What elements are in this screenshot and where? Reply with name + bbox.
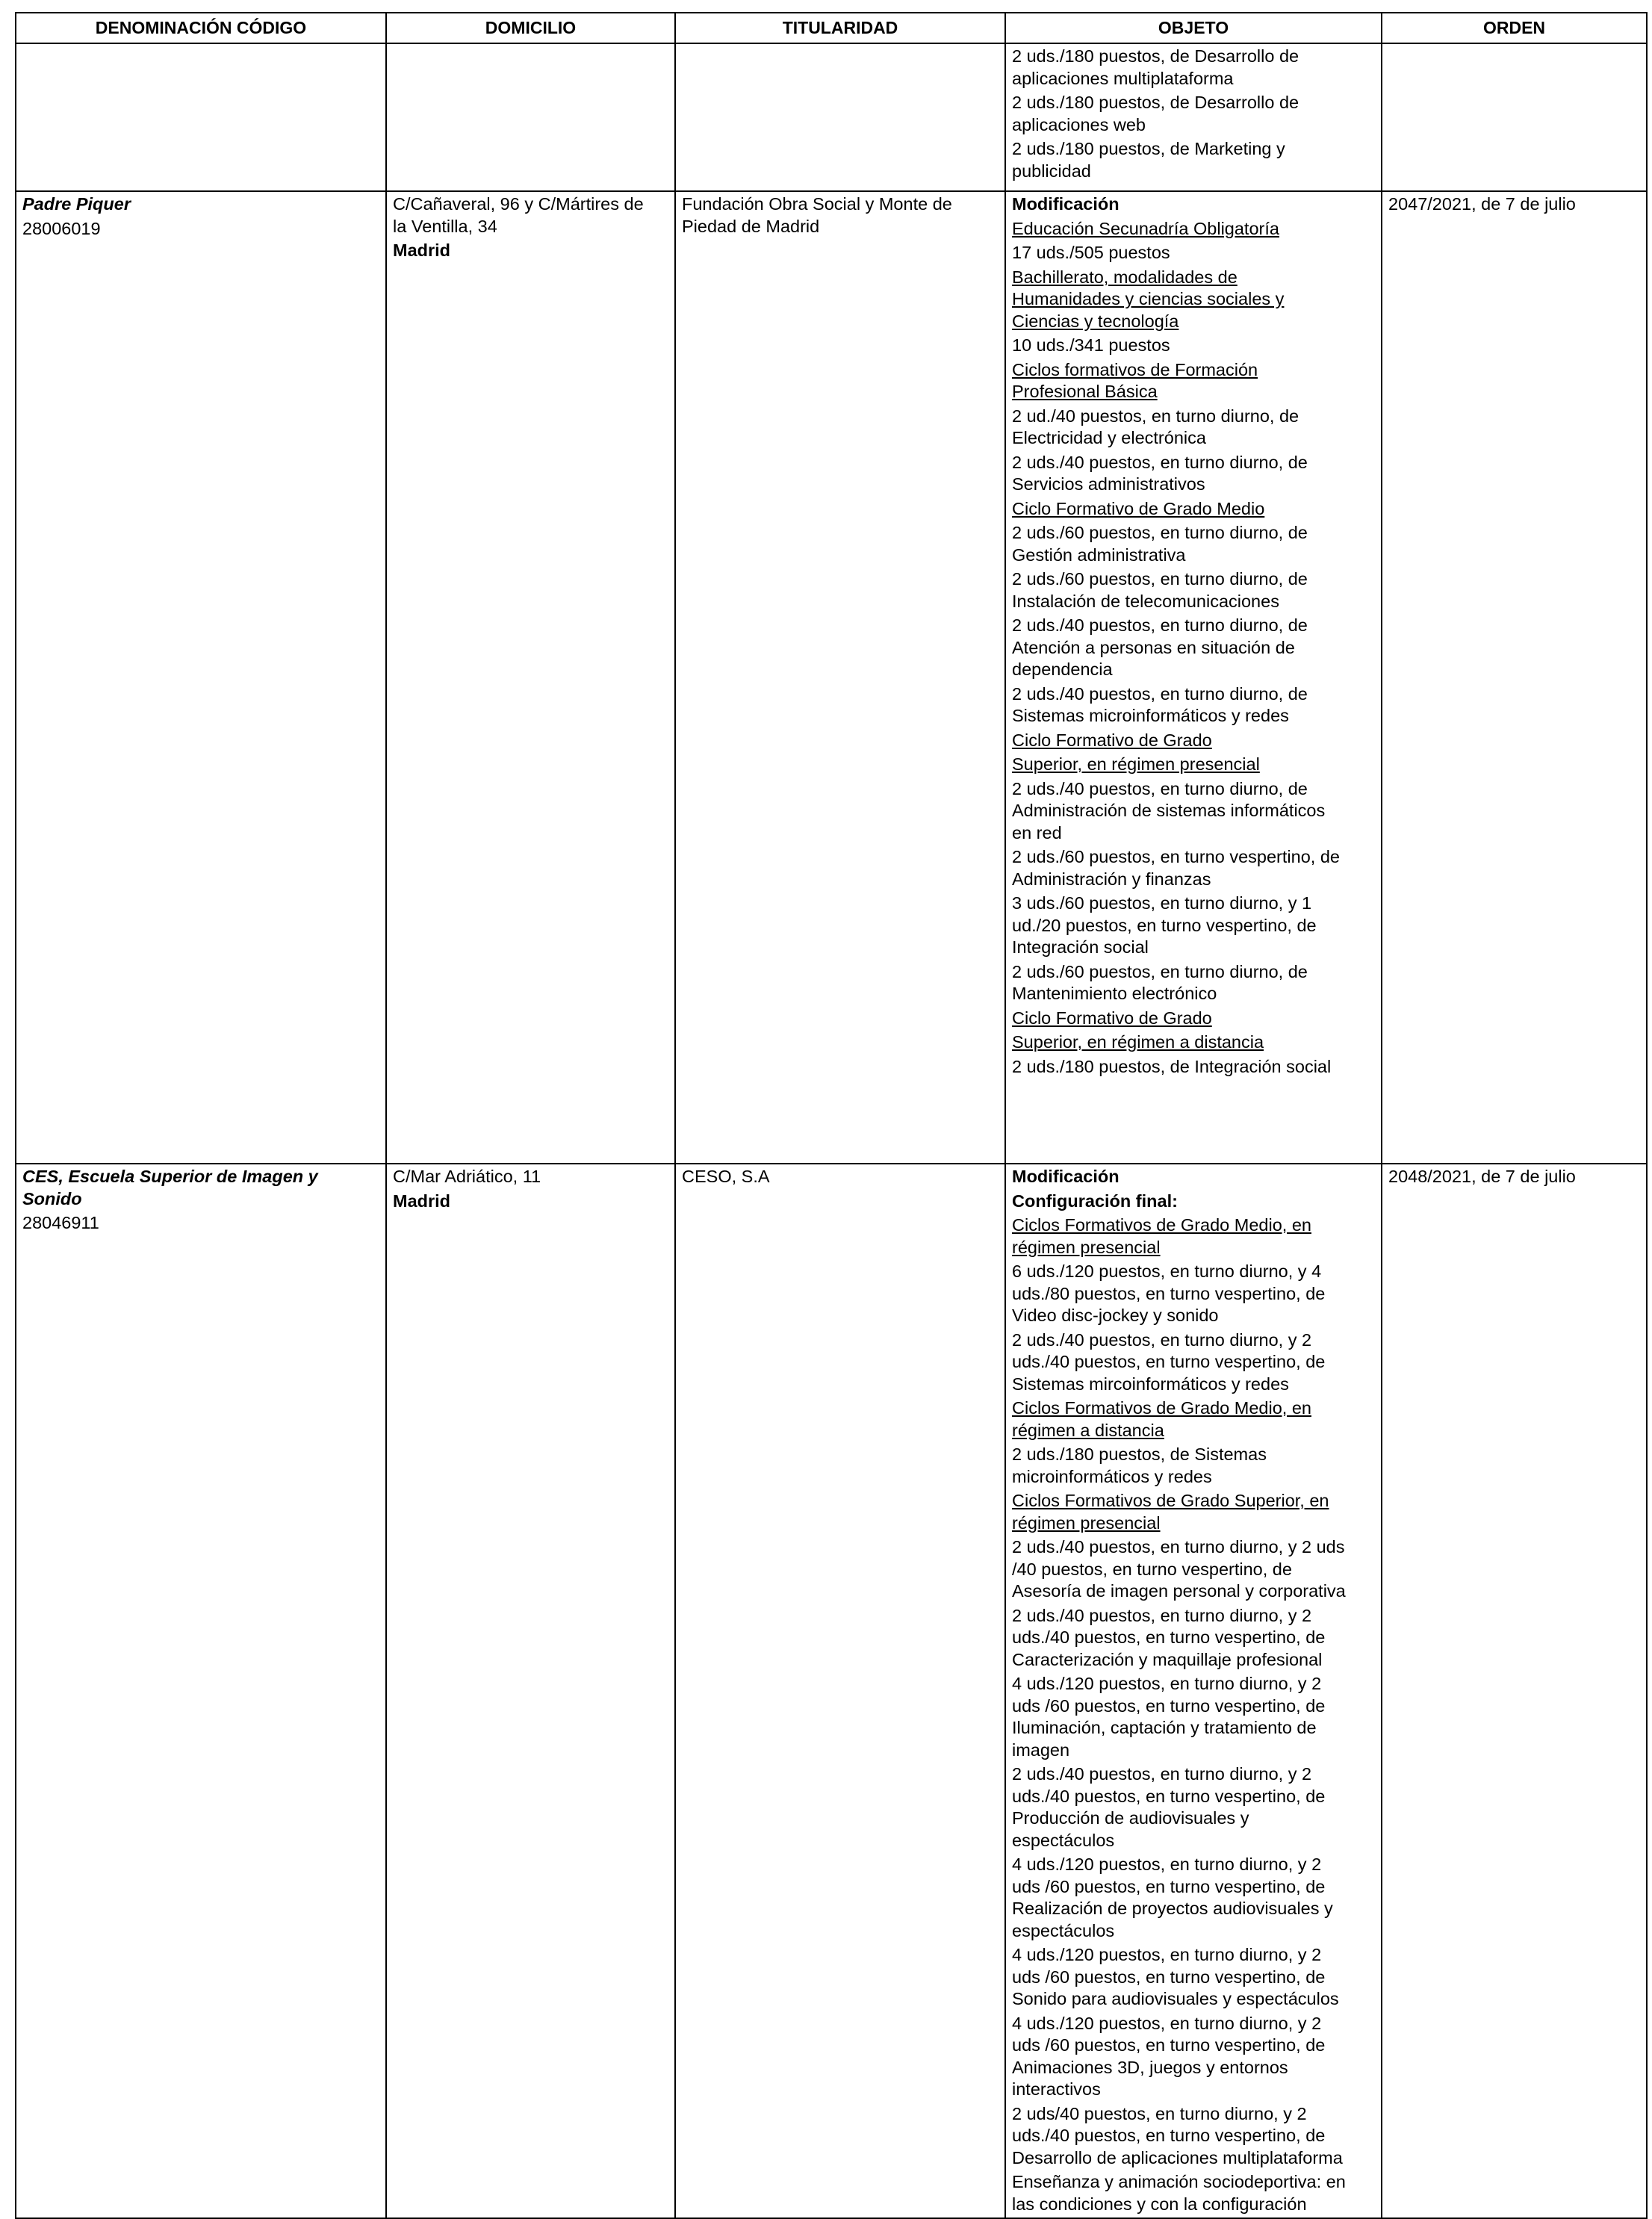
cell-item	[393, 1191, 668, 1213]
cell-line: régimen presencial	[1012, 1237, 1161, 1257]
document-table	[15, 12, 1648, 2219]
cell-line: 6 uds./120 puestos, en turno diurno, y 4	[1012, 1261, 1322, 1281]
cell-line: uds./40 puestos, en turno vespertino, de	[1012, 1352, 1326, 1371]
cell-item	[1012, 1490, 1375, 1534]
cell-line: Asesoría de imagen personal y corporativa	[1012, 1581, 1346, 1601]
cell-line: Realización de proyectos audiovisuales y	[1012, 1899, 1333, 1918]
cell-line: Superior, en régimen a distancia	[1012, 1032, 1264, 1052]
cell-line: Producción de audiovisuales y	[1012, 1808, 1249, 1828]
cell-line: 3 uds./60 puestos, en turno diurno, y 1	[1012, 893, 1312, 913]
cell-line: aplicaciones multiplataforma	[1012, 68, 1234, 88]
denominacion-cell	[16, 43, 386, 191]
cell-item	[393, 1166, 668, 1188]
header-titularidad: TITULARIDAD	[675, 13, 1005, 43]
cell-line: Ciclos Formativos de Grado Superior, en	[1012, 1491, 1329, 1510]
cell-item	[1012, 1763, 1375, 1852]
cell-line: 28046911	[22, 1213, 99, 1232]
cell-line: Animaciones 3D, juegos y entornos	[1012, 2057, 1288, 2077]
cell-item	[1012, 754, 1375, 776]
cell-line: régimen a distancia	[1012, 1420, 1164, 1440]
cell-line: 2 uds./60 puestos, en turno vespertino, de	[1012, 847, 1340, 866]
cell-line: 2 uds./180 puestos, de Desarrollo de	[1012, 93, 1299, 112]
orden-cell	[1382, 1164, 1647, 2218]
cell-line: Bachillerato, modalidades de	[1012, 267, 1238, 287]
cell-item	[393, 240, 668, 262]
cell-item	[1012, 1261, 1375, 1327]
cell-line: 2 uds./40 puestos, en turno diurno, y 2	[1012, 1329, 1312, 1350]
table-body	[16, 43, 1647, 2218]
cell-item	[393, 193, 668, 238]
cell-line: 2 uds./40 puestos, en turno diurno, de	[1012, 615, 1308, 635]
header-row	[16, 13, 1647, 43]
cell-item	[1012, 683, 1375, 727]
cell-item	[1012, 846, 1375, 890]
cell-line: 4 uds./120 puestos, en turno diurno, y 2	[1012, 1855, 1322, 1874]
cell-item	[1012, 778, 1375, 845]
cell-line: 2 uds./180 puestos, de Desarrollo de	[1012, 46, 1299, 66]
cell-line: imagen	[1012, 1739, 1070, 1760]
cell-line: Ciclo Formativo de Grado	[1012, 1008, 1212, 1028]
cell-line: Ciclo Formativo de Grado	[1012, 730, 1212, 750]
cell-line: espectáculos	[1012, 1920, 1115, 1940]
cell-item	[1012, 2103, 1375, 2170]
cell-line: 4 uds./120 puestos, en turno diurno, y 2	[1012, 2013, 1322, 2033]
cell-line: Instalación de telecomunicaciones	[1012, 591, 1279, 611]
cell-line: uds /60 puestos, en turno vespertino, de	[1012, 1967, 1326, 1987]
cell-line: Sonido	[22, 1188, 82, 1208]
orden-cell	[1382, 191, 1647, 1164]
cell-line: 2 ud./40 puestos, en turno diurno, de	[1012, 406, 1299, 426]
cell-line: 2 uds./60 puestos, en turno diurno, de	[1012, 961, 1308, 981]
cell-item	[1012, 242, 1375, 264]
cell-line: 2 uds./40 puestos, en turno diurno, de	[1012, 683, 1308, 704]
cell-line: uds./40 puestos, en turno vespertino, de	[1012, 1627, 1326, 1647]
cell-item	[1012, 1031, 1375, 1054]
header-domicilio: DOMICILIO	[386, 13, 675, 43]
cell-line: 2 uds./60 puestos, en turno diurno, de	[1012, 523, 1308, 542]
cell-line: Caracterización y maquillaje profesional	[1012, 1649, 1323, 1669]
cell-line: régimen presencial	[1012, 1512, 1161, 1533]
cell-line: uds./40 puestos, en turno vespertino, de	[1012, 2126, 1326, 2145]
cell-line: 2 uds/40 puestos, en turno diurno, y 2	[1012, 2103, 1307, 2123]
cell-line: 28006019	[22, 218, 101, 238]
cell-line: uds /60 puestos, en turno vespertino, de	[1012, 1695, 1326, 1716]
cell-item	[1012, 1536, 1375, 1603]
cell-line: 2048/2021, de 7 de julio	[1388, 1167, 1576, 1186]
cell-line: Profesional Básica	[1012, 382, 1158, 401]
cell-item	[1012, 1166, 1375, 1188]
cell-line: uds /60 puestos, en turno vespertino, de	[1012, 2035, 1326, 2055]
table-row	[16, 191, 1647, 1164]
cell-line: Ciclos Formativos de Grado Medio, en	[1012, 1398, 1311, 1418]
header-objeto: OBJETO	[1005, 13, 1382, 43]
cell-item	[1012, 452, 1375, 496]
cell-line: Servicios administrativos	[1012, 474, 1205, 494]
cell-line: 2047/2021, de 7 de julio	[1388, 194, 1576, 214]
cell-line: 2 uds./40 puestos, en turno diurno, de	[1012, 778, 1308, 798]
cell-item	[22, 1212, 379, 1235]
cell-line: uds./40 puestos, en turno vespertino, de	[1012, 1786, 1326, 1806]
domicilio-cell	[386, 1164, 675, 2218]
cell-line: Iluminación, captación y tratamiento de	[1012, 1718, 1317, 1737]
cell-line: /40 puestos, en turno vespertino, de	[1012, 1559, 1292, 1579]
titularidad-cell	[675, 191, 1005, 1164]
cell-line: 2 uds./40 puestos, en turno diurno, y 2	[1012, 1605, 1312, 1625]
cell-item	[1012, 335, 1375, 357]
cell-line: Desarrollo de aplicaciones multiplataforma	[1012, 2147, 1343, 2167]
cell-line: Superior, en régimen presencial	[1012, 754, 1260, 774]
cell-line: 4 uds./120 puestos, en turno diurno, y 2	[1012, 1674, 1322, 1693]
cell-item	[1012, 193, 1375, 216]
cell-line: 10 uds./341 puestos	[1012, 335, 1170, 355]
cell-item	[682, 193, 999, 238]
cell-line: Integración social	[1012, 937, 1149, 957]
cell-line: Modificación	[1012, 1167, 1120, 1186]
cell-line: 2 uds./40 puestos, en turno diurno, y 2	[1012, 1764, 1312, 1784]
cell-item	[1012, 522, 1375, 566]
titularidad-cell	[675, 43, 1005, 191]
cell-item	[1012, 1673, 1375, 1761]
cell-item	[1388, 1166, 1640, 1188]
cell-item	[22, 193, 379, 216]
cell-line: dependencia	[1012, 660, 1113, 679]
cell-line: Modificación	[1012, 194, 1120, 214]
cell-line: Atención a personas en situación de	[1012, 637, 1295, 657]
cell-line: 2 uds./40 puestos, en turno diurno, de	[1012, 452, 1308, 472]
cell-line: 2 uds./40 puestos, en turno diurno, y 2 uds	[1012, 1537, 1345, 1557]
cell-line: en red	[1012, 822, 1062, 842]
cell-line: Mantenimiento electrónico	[1012, 984, 1217, 1003]
cell-line: espectáculos	[1012, 1830, 1115, 1850]
denominacion-cell	[16, 1164, 386, 2218]
cell-line: Electricidad y electrónica	[1012, 428, 1206, 447]
cell-line: 2 uds./60 puestos, en turno diurno, de	[1012, 569, 1308, 589]
cell-item	[22, 218, 379, 240]
cell-item	[1012, 1214, 1375, 1259]
cell-line: 2 uds./180 puestos, de Sistemas	[1012, 1444, 1267, 1464]
domicilio-cell	[386, 191, 675, 1164]
cell-line: Ciclos Formativos de Grado Medio, en	[1012, 1215, 1311, 1235]
cell-line: CES, Escuela Superior de Imagen y	[22, 1167, 318, 1186]
cell-item	[1012, 568, 1375, 612]
cell-line: Video disc-jockey y sonido	[1012, 1306, 1219, 1325]
cell-line: Madrid	[393, 1191, 451, 1211]
objeto-cell	[1005, 191, 1382, 1164]
cell-item	[1012, 615, 1375, 681]
cell-line: interactivos	[1012, 2079, 1101, 2099]
cell-line: Configuración final:	[1012, 1191, 1178, 1211]
cell-line: la Ventilla, 34	[393, 216, 497, 236]
header-orden: ORDEN	[1382, 13, 1647, 43]
titularidad-cell	[675, 1164, 1005, 2218]
cell-line: 2 uds./180 puestos, de Marketing y	[1012, 139, 1285, 158]
cell-item	[1388, 193, 1640, 216]
cell-line: 17 uds./505 puestos	[1012, 243, 1170, 262]
cell-line: Educación Secunadría Obligatoría	[1012, 218, 1279, 238]
cell-item	[1012, 267, 1375, 333]
header-denominacion: DENOMINACIÓN CÓDIGO	[16, 13, 386, 43]
cell-item	[1012, 46, 1375, 90]
cell-line: CESO, S.A	[682, 1167, 770, 1186]
cell-item	[1012, 1854, 1375, 1942]
cell-line: ud./20 puestos, en turno vespertino, de	[1012, 915, 1317, 935]
cell-line: 2 uds./180 puestos, de Integración social	[1012, 1056, 1332, 1076]
cell-item	[1012, 2013, 1375, 2101]
cell-item	[1012, 1191, 1375, 1213]
cell-line: Humanidades y ciencias sociales y	[1012, 289, 1285, 308]
cell-line: Administración de sistemas informáticos	[1012, 801, 1326, 820]
cell-line: Administración y finanzas	[1012, 869, 1211, 889]
orden-cell	[1382, 43, 1647, 191]
cell-item	[1012, 1329, 1375, 1396]
cell-item	[1012, 893, 1375, 959]
domicilio-cell	[386, 43, 675, 191]
cell-line: Fundación Obra Social y Monte de	[682, 194, 952, 214]
cell-item	[1012, 1944, 1375, 2011]
cell-line: 4 uds./120 puestos, en turno diurno, y 2	[1012, 1945, 1322, 1964]
objeto-cell	[1005, 1164, 1382, 2218]
denominacion-cell	[16, 191, 386, 1164]
cell-line: Madrid	[393, 240, 451, 260]
cell-item	[1012, 730, 1375, 752]
cell-item	[1012, 406, 1375, 450]
cell-item	[1012, 1444, 1375, 1488]
cell-line: C/Cañaveral, 96 y C/Mártires de	[393, 194, 644, 214]
cell-line: Piedad de Madrid	[682, 216, 820, 236]
cell-item	[1012, 1008, 1375, 1030]
cell-item	[1012, 1605, 1375, 1672]
cell-line: microinformáticos y redes	[1012, 1466, 1212, 1486]
cell-item	[1012, 138, 1375, 182]
cell-item	[1012, 1397, 1375, 1441]
cell-line: Padre Piquer	[22, 194, 131, 214]
cell-line: Sonido para audiovisuales y espectáculos	[1012, 1989, 1339, 2008]
cell-line: Ciclo Formativo de Grado Medio	[1012, 498, 1265, 518]
cell-line: publicidad	[1012, 161, 1091, 181]
cell-item	[1012, 1056, 1375, 1079]
cell-item	[1012, 359, 1375, 403]
cell-line: las condiciones y con la configuración	[1012, 2194, 1307, 2214]
cell-item	[22, 1166, 379, 1210]
cell-line: Gestión administrativa	[1012, 544, 1186, 565]
cell-item	[682, 1166, 999, 1188]
table-row	[16, 1164, 1647, 2218]
cell-line: uds /60 puestos, en turno vespertino, de	[1012, 1876, 1326, 1896]
cell-line: C/Mar Adriático, 11	[393, 1167, 541, 1186]
cell-line: Sistemas microinformáticos y redes	[1012, 706, 1289, 725]
cell-item	[1012, 92, 1375, 136]
cell-line: Ciencias y tecnología	[1012, 311, 1179, 331]
cell-line: Ciclos formativos de Formación	[1012, 359, 1258, 379]
cell-line: uds./80 puestos, en turno vespertino, de	[1012, 1283, 1326, 1303]
objeto-cell	[1005, 43, 1382, 191]
cell-item	[1012, 961, 1375, 1005]
cell-item	[1012, 2171, 1375, 2215]
cell-item	[1012, 218, 1375, 240]
table-row	[16, 43, 1647, 191]
cell-line: aplicaciones web	[1012, 114, 1146, 134]
cell-item	[1012, 498, 1375, 521]
cell-line: Sistemas mircoinformáticos y redes	[1012, 1374, 1289, 1394]
cell-line: Enseñanza y animación sociodeportiva: en	[1012, 2172, 1346, 2191]
